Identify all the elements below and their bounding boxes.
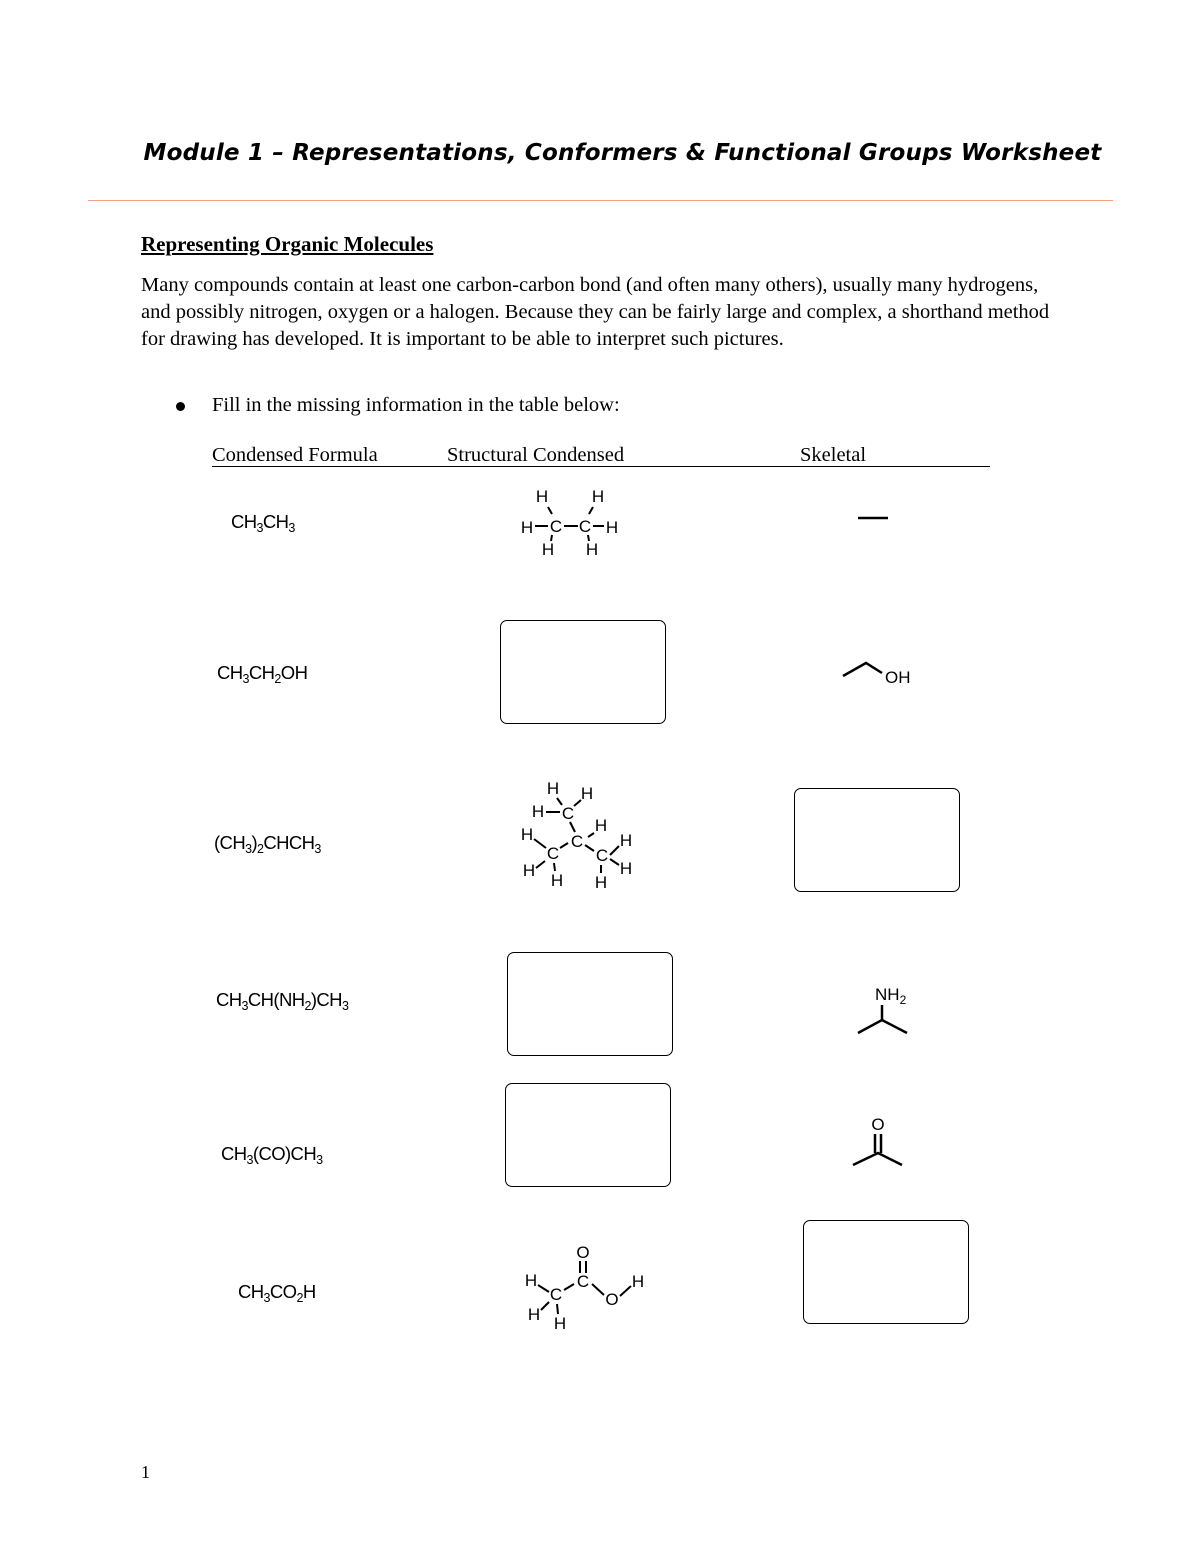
title-divider <box>88 200 1113 201</box>
svg-text:H: H <box>524 1271 538 1290</box>
condensed-formula-row6: $CH_3CO_2H$ <box>238 1281 316 1305</box>
svg-text:H: H <box>619 859 633 878</box>
column-header-structural: Structural Condensed <box>447 444 625 466</box>
svg-text:H: H <box>594 873 608 892</box>
svg-text:O: O <box>871 1115 885 1134</box>
svg-text:H: H <box>631 1272 645 1291</box>
answer-box-structural-ethanol[interactable] <box>500 620 666 724</box>
svg-text:OH: OH <box>885 668 911 687</box>
structural-acetic-acid <box>515 1238 655 1338</box>
svg-text:H: H <box>580 784 594 803</box>
svg-text:H: H <box>541 540 555 559</box>
svg-text:H: H <box>520 518 534 537</box>
svg-text:H: H <box>550 871 564 890</box>
svg-text:H: H <box>591 487 605 506</box>
svg-text:C: C <box>549 517 563 536</box>
column-header-condensed: Condensed Formula <box>212 444 378 466</box>
svg-text:H: H <box>553 1314 567 1333</box>
skeletal-isopropylamine <box>850 978 920 1040</box>
svg-text:C: C <box>578 517 592 536</box>
svg-text:C: C <box>570 832 584 851</box>
svg-text:NH2: $NH_2$ <box>875 985 907 1007</box>
svg-text:O: O <box>605 1290 619 1309</box>
condensed-formula-row2: $CH_3CH_2OH$ <box>217 662 308 686</box>
structural-isobutane <box>510 775 645 895</box>
svg-text:H: H <box>546 779 560 798</box>
header-underline <box>212 466 990 467</box>
intro-paragraph: Many compounds contain at least one carbon-carbon bond (and often many others), usually many hydrogens, and possibly nitrogen, oxygen or a halogen. Because they can be fairly large and complex, a shorthand method for drawing has developed. It is important to be able to interpret such pictures. <box>141 274 1050 350</box>
svg-text:C: C <box>549 1285 563 1304</box>
svg-text:H: H <box>531 802 545 821</box>
condensed-formula-row4: $CH_3CH(NH_2)CH_3$ <box>216 989 349 1013</box>
skeletal-ethanol <box>838 653 918 689</box>
answer-box-structural-acetone[interactable] <box>505 1083 671 1187</box>
condensed-formula-row1: $CH_3CH_3$ <box>231 511 295 535</box>
skeletal-ethane <box>855 510 895 526</box>
svg-text:H: H <box>585 540 599 559</box>
svg-text:H: H <box>520 825 534 844</box>
svg-text:H: H <box>619 831 633 850</box>
section-heading: Representing Organic Molecules <box>141 232 434 256</box>
skeletal-acetone <box>845 1110 910 1170</box>
svg-text:C: C <box>595 846 609 865</box>
svg-text:H: H <box>527 1305 541 1324</box>
svg-text:H: H <box>605 518 619 537</box>
answer-box-skeletal-acetic-acid[interactable] <box>803 1220 969 1324</box>
answer-box-structural-isopropylamine[interactable] <box>507 952 673 1056</box>
answer-box-skeletal-isobutane[interactable] <box>794 788 960 892</box>
worksheet-title: Module 1 – Representations, Conformers & Functional Groups Worksheet <box>143 140 1102 166</box>
column-header-skeletal: Skeletal <box>800 444 867 466</box>
bullet-icon <box>176 402 185 411</box>
svg-text:C: C <box>546 844 560 863</box>
instruction-text: Fill in the missing information in the table below: <box>212 394 620 416</box>
structural-ethane <box>500 480 630 560</box>
page-number: 1 <box>141 1462 150 1482</box>
svg-text:H: H <box>535 487 549 506</box>
svg-text:O: O <box>576 1243 590 1262</box>
svg-text:H: H <box>522 861 536 880</box>
condensed-formula-row5: $CH_3(CO)CH_3$ <box>221 1143 323 1167</box>
svg-text:H: H <box>594 816 608 835</box>
svg-text:C: C <box>561 804 575 823</box>
condensed-formula-row3: $(CH_3)_2CHCH_3$ <box>214 832 321 856</box>
svg-text:C: C <box>576 1272 590 1291</box>
